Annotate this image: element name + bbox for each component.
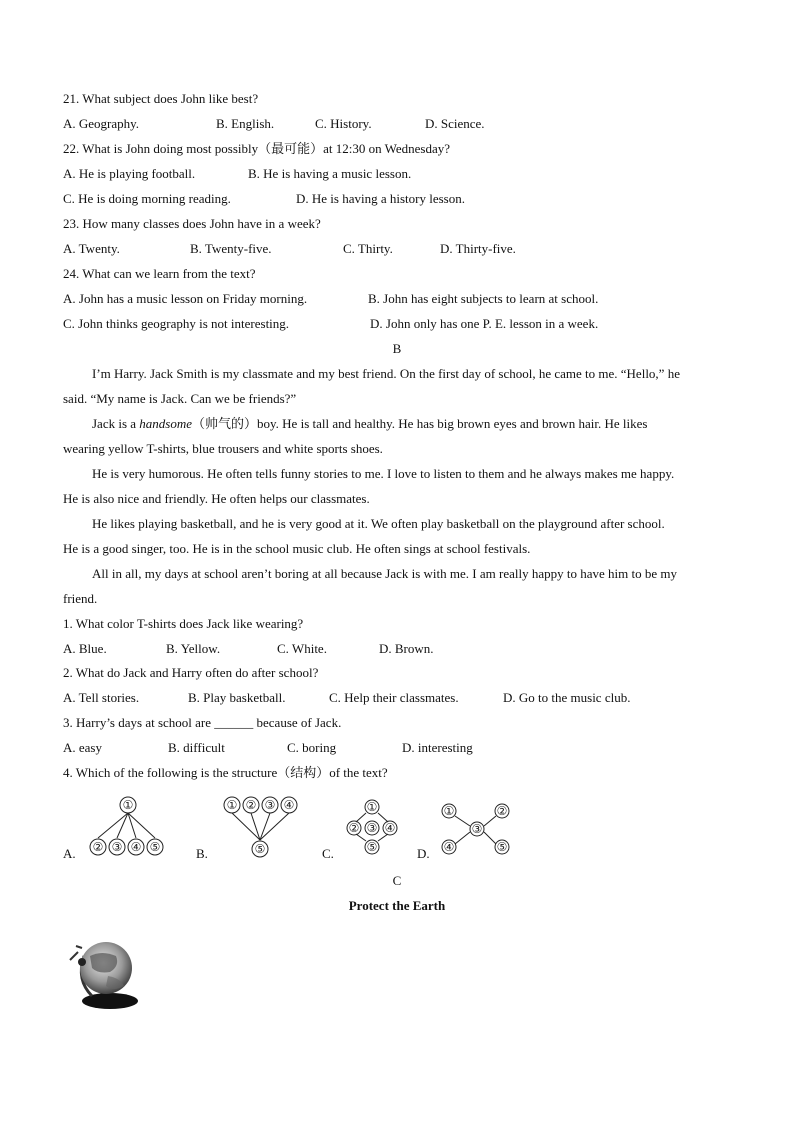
qb2-option-d: D. Go to the music club. <box>503 690 631 705</box>
diagram-node: ③ <box>366 821 378 835</box>
qb4-option-d-label: D. <box>417 846 430 861</box>
q23-option-b: B. Twenty-five. <box>190 241 272 256</box>
qb2-stem: 2. What do Jack and Harry often do after school? <box>63 665 319 680</box>
q23-option-d: D. Thirty-five. <box>440 241 516 256</box>
qb2-option-c: C. Help their classmates. <box>329 690 459 705</box>
diagram-node: ③ <box>471 822 483 836</box>
diagram-node: ③ <box>111 840 123 854</box>
diagram-node: ① <box>366 800 378 814</box>
qb3-option-a: A. easy <box>63 740 102 755</box>
structure-diagram-b <box>220 794 304 860</box>
q21-option-a: A. Geography. <box>63 116 140 131</box>
qb3-stem: 3. Harry’s days at school are ______ because of Jack. <box>63 715 342 730</box>
qb3-option-d: D. interesting <box>402 740 473 755</box>
structure-diagram-d <box>438 800 514 858</box>
structure-diagram-a <box>84 794 166 860</box>
q21-stem: 21. What subject does John like best? <box>63 91 259 106</box>
q23-option-c: C. Thirty. <box>343 241 393 256</box>
q24-option-a: A. John has a music lesson on Friday morning. <box>63 291 308 306</box>
section-c-label: C <box>392 873 402 888</box>
passage-b-line: He is also nice and friendly. He often helps our classmates. <box>63 491 370 506</box>
diagram-node: ⑤ <box>149 840 161 854</box>
qb4-option-a-label: A. <box>63 846 76 861</box>
q24-option-b: B. John has eight subjects to learn at school. <box>368 291 599 306</box>
q22-stem: 22. What is John doing most possibly（最可能）at 12:30 on Wednesday? <box>63 141 451 156</box>
diagram-node: ① <box>122 798 134 812</box>
diagram-node: ② <box>348 821 360 835</box>
qb1-option-b: B. Yellow. <box>166 641 221 656</box>
passage-b-line: I’m Harry. Jack Smith is my classmate and my best friend. On the first day of school, he came to me. “Hello,” he <box>92 366 680 381</box>
q22-option-a: A. He is playing football. <box>63 166 196 181</box>
passage-b-line: wearing yellow T-shirts, blue trousers and white sports shoes. <box>63 441 383 456</box>
diagram-node: ④ <box>443 840 455 854</box>
diagram-node: ⑤ <box>254 842 266 856</box>
passage-b-line: All in all, my days at school aren’t boring at all because Jack is with me. I am really happy to have him to be my <box>92 566 677 581</box>
diagram-node: ④ <box>384 821 396 835</box>
diagram-node: ⑤ <box>496 840 508 854</box>
q22-option-c: C. He is doing morning reading. <box>63 191 231 206</box>
diagram-node: ② <box>245 798 257 812</box>
passage-b-line: said. “My name is Jack. Can we be friends?” <box>63 391 297 406</box>
passage-b-line: He is very humorous. He often tells funny stories to me. I love to listen to them and he always makes me happy. <box>92 466 675 481</box>
q24-option-c: C. John thinks geography is not interesting. <box>63 316 290 331</box>
diagram-node: ① <box>226 798 238 812</box>
passage-b-line <box>92 416 647 432</box>
q21-option-c: C. History. <box>315 116 372 131</box>
passage-b-text: Jack is a <box>92 416 137 431</box>
section-b-label: B <box>392 341 402 356</box>
qb1-stem: 1. What color T-shirts does Jack like wearing? <box>63 616 304 631</box>
qb2-option-a: A. Tell stories. <box>63 690 140 705</box>
q22-option-b: B. He is having a music lesson. <box>248 166 412 181</box>
qb3-option-c: C. boring <box>287 740 337 755</box>
passage-b-emphasis: handsome <box>139 416 193 431</box>
q24-option-d: D. John only has one P. E. lesson in a week. <box>370 316 599 331</box>
passage-b-text: （帅气的）boy. He is tall and healthy. He has big brown eyes and brown hair. He likes <box>192 416 648 431</box>
qb4-stem: 4. Which of the following is the structure（结构）of the text? <box>63 765 388 780</box>
diagram-node: ② <box>496 804 508 818</box>
qb4-option-b-label: B. <box>196 846 208 861</box>
diagram-node: ④ <box>130 840 142 854</box>
passage-b-line: He likes playing basketball, and he is very good at it. We often play basketball on the playground after school. <box>92 516 665 531</box>
q23-stem: 23. How many classes does John have in a week? <box>63 216 321 231</box>
qb2-option-b: B. Play basketball. <box>188 690 286 705</box>
diagram-node: ⑤ <box>366 840 378 854</box>
globe-illustration <box>62 934 142 1014</box>
diagram-node: ① <box>443 804 455 818</box>
diagram-node: ④ <box>283 798 295 812</box>
q24-stem: 24. What can we learn from the text? <box>63 266 256 281</box>
diagram-node: ③ <box>264 798 276 812</box>
passage-b-line: He is a good singer, too. He is in the school music club. He often sings at school festivals. <box>63 541 531 556</box>
diagram-node: ② <box>92 840 104 854</box>
section-c-title: Protect the Earth <box>348 898 446 913</box>
qb1-option-a: A. Blue. <box>63 641 107 656</box>
qb4-option-c-label: C. <box>322 846 334 861</box>
qb1-option-d: D. Brown. <box>379 641 434 656</box>
qb1-option-c: C. White. <box>277 641 327 656</box>
qb3-option-b: B. difficult <box>168 740 225 755</box>
passage-b-line: friend. <box>63 591 98 606</box>
q21-option-b: B. English. <box>216 116 275 131</box>
q22-option-d: D. He is having a history lesson. <box>296 191 465 206</box>
structure-diagram-c <box>344 798 400 856</box>
q23-option-a: A. Twenty. <box>63 241 120 256</box>
q21-option-d: D. Science. <box>425 116 485 131</box>
